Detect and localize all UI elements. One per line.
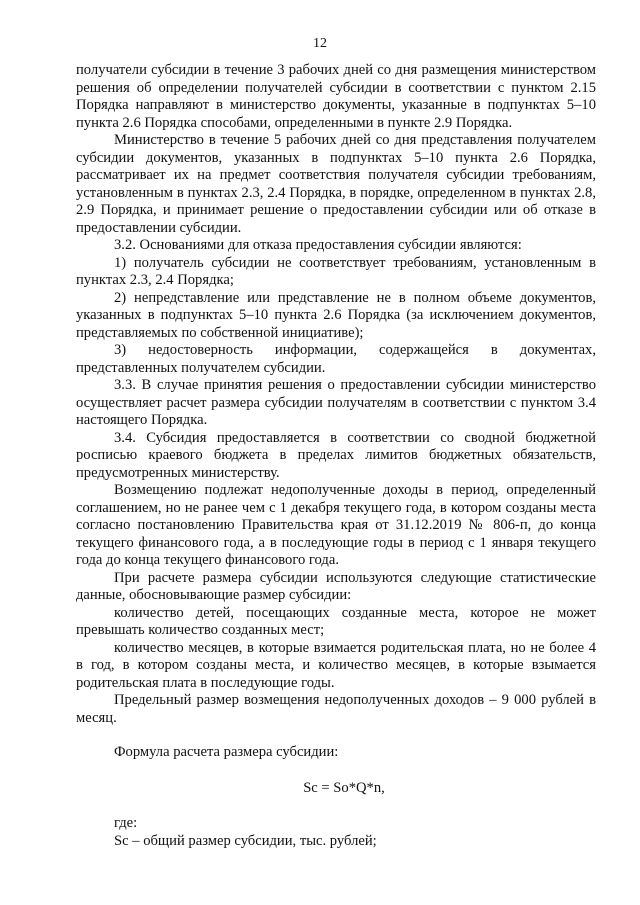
paragraph: Предельный размер возмещения недополученных доходов – 9 000 рублей в месяц.	[76, 692, 596, 726]
paragraph: получатели субсидии в течение 3 рабочих дней со дня размещения министерством решения об определении получателей субсидии в соответствии с пунктом 2.15 Порядка направляют в министерство документы, указанные в подпунктах 5–10 пункта 2.6 Порядка способами, определенными в пункте 2.9 Порядка.	[76, 62, 596, 131]
paragraph: Министерство в течение 5 рабочих дней со дня представления получателем субсидии документов, указанных в подпунктах 5–10 пункта 2.6 Порядка, рассматривает их на предмет соответствия получателя субсидии требованиям, установленным в пунктах 2.3, 2.4 Порядка, в порядке, определенном в пунктах 2.8, 2.9 Порядка, и принимает решение о предоставлении субсидии или об отказе в предоставлении субсидии.	[76, 132, 596, 236]
document-body	[76, 62, 596, 850]
formula-where: где:	[114, 815, 138, 831]
paragraph: Возмещению подлежат недополученные доходы в период, определенный соглашением, но не ранее чем с 1 декабря текущего года, в котором созданы места согласно постановлению Правительства края от 31.12.2019 № 806-п, до конца текущего финансового года, а в последующие годы в период с 1 января текущего года до конца текущего финансового года.	[76, 482, 596, 568]
formula-heading: Формула расчета размера субсидии:	[114, 744, 339, 760]
paragraph: количество детей, посещающих созданные места, которое не может превышать количество созданных мест;	[76, 604, 596, 638]
list-item: 3) недостоверность информации, содержащейся в документах, представленных получателем субсидии.	[76, 342, 596, 376]
paragraph: 3.4. Субсидия предоставляется в соответствии со сводной бюджетной росписью краевого бюджета в пределах лимитов бюджетных обязательств, предусмотренных министерству.	[76, 429, 596, 481]
list-item: 2) непредставление или представление не в полном объеме документов, указанных в подпунктах 5–10 пункта 2.6 Порядка (за исключением документов, представляемых по собственной инициативе);	[76, 289, 596, 341]
paragraph: 3.3. В случае принятия решения о предоставлении субсидии министерство осуществляет расчет размера субсидии получателям в соответствии с пунктом 3.4 настоящего Порядка.	[76, 377, 596, 428]
paragraph: При расчете размера субсидии используются следующие статистические данные, обосновывающие размер субсидии:	[76, 569, 596, 603]
paragraph: 3.2. Основаниями для отказа предоставления субсидии являются:	[114, 237, 522, 253]
list-item: 1) получатель субсидии не соответствует требованиям, установленным в пунктах 2.3, 2.4 Порядка;	[76, 254, 596, 288]
formula: Sc = So*Q*n,	[303, 779, 385, 796]
paragraph: количество месяцев, в которые взимается родительская плата, но не более 4 в год, в котором созданы места, и количество месяцев, в которые взымается родительская плата в последующие годы.	[76, 639, 596, 691]
formula-definition: Sc – общий размер субсидии, тыс. рублей;	[114, 832, 377, 849]
page-number: 12	[313, 36, 327, 51]
